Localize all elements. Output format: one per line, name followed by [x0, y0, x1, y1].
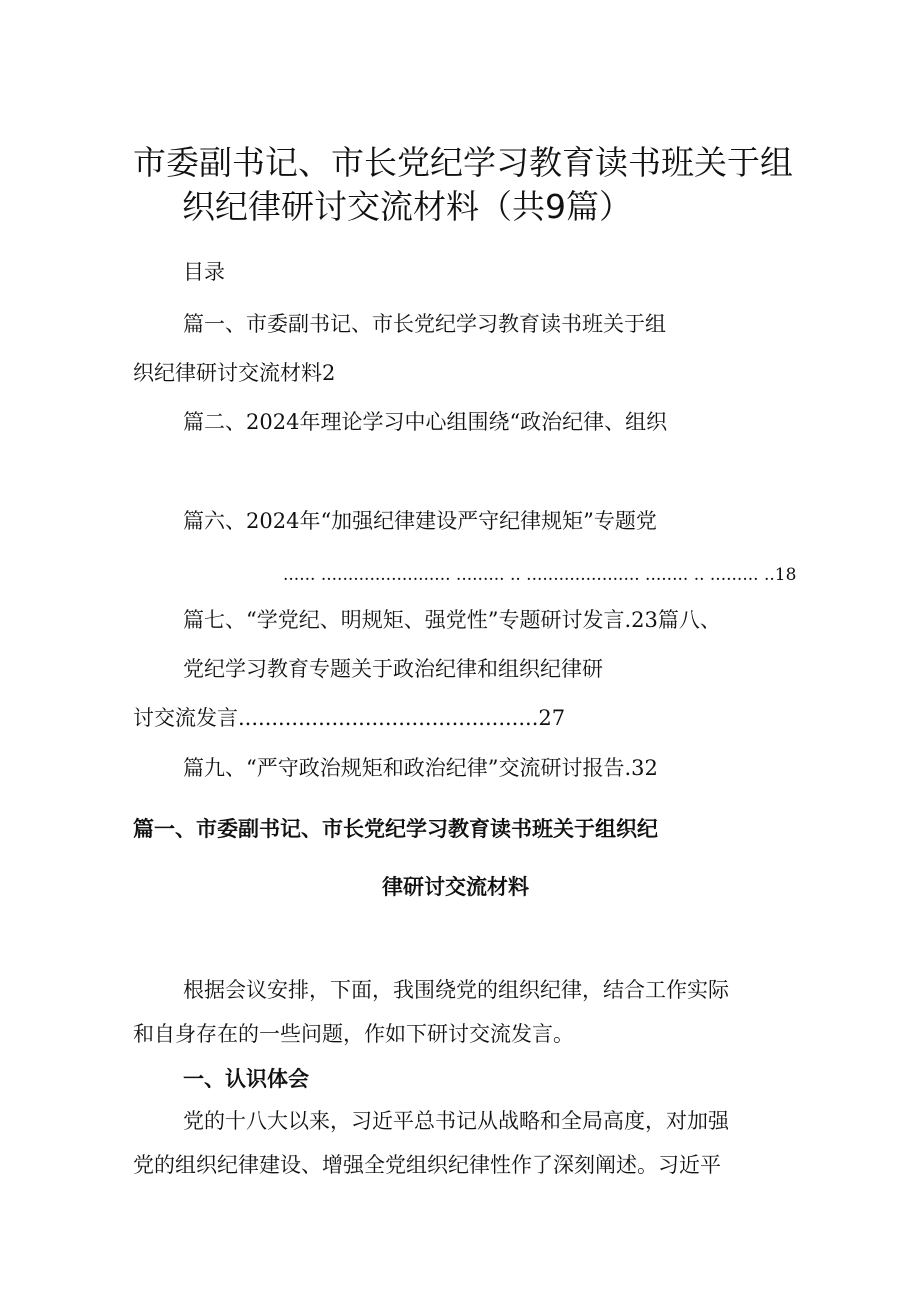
- toc-entry-1-line-1: 篇一、市委副书记、市长党纪学习教育读书班关于组: [183, 312, 666, 336]
- section-heading-line-1: 篇一、市委副书记、市长党纪学习教育读书班关于组织纪: [133, 817, 658, 841]
- toc-entry-8-line-1: 党纪学习教育专题关于政治纪律和组织纪律研: [183, 657, 603, 681]
- toc-entry-6: 篇六、2024年“加强纪律建设严守纪律规矩”专题党: [183, 509, 657, 533]
- sub-heading: 一、认识体会: [183, 1066, 309, 1091]
- paragraph-1-line-1: 根据会议安排，下面，我围绕党的组织纪律，结合工作实际: [183, 978, 729, 1002]
- paragraph-1-line-2: 和自身存在的一些问题，作如下研讨交流发言。: [133, 1022, 574, 1046]
- toc-entry-1-line-2: 织纪律研讨交流材料2: [133, 361, 336, 385]
- toc-heading: 目录: [183, 260, 225, 284]
- toc-entry-8-line-2: 讨交流发言.............................................27: [133, 706, 566, 730]
- toc-entry-7: 篇七、“学党纪、明规矩、强党性”专题研讨发言.23篇八、: [183, 608, 721, 632]
- toc-entry-9: 篇九、“严守政治规矩和政治纪律”交流研讨报告.32: [183, 756, 658, 780]
- paragraph-2-line-1: 党的十八大以来，习近平总书记从战略和全局高度，对加强: [183, 1109, 729, 1133]
- document-title-line-2: 织纪律研讨交流材料（共9篇）: [182, 187, 632, 226]
- toc-entry-2: 篇二、2024年理论学习中心组围绕“政治纪律、组织: [183, 410, 668, 434]
- paragraph-2-line-2: 党的组织纪律建设、增强全党组织纪律性作了深刻阐述。习近平: [133, 1153, 721, 1177]
- section-heading-line-2: 律研讨交流材料: [382, 875, 529, 899]
- document-title-line-1: 市委副书记、市长党纪学习教育读书班关于组: [133, 143, 793, 182]
- toc-entry-6-leader: ...... ........................ ......... .. ..................... ........ .. ......... ..18: [283, 565, 797, 585]
